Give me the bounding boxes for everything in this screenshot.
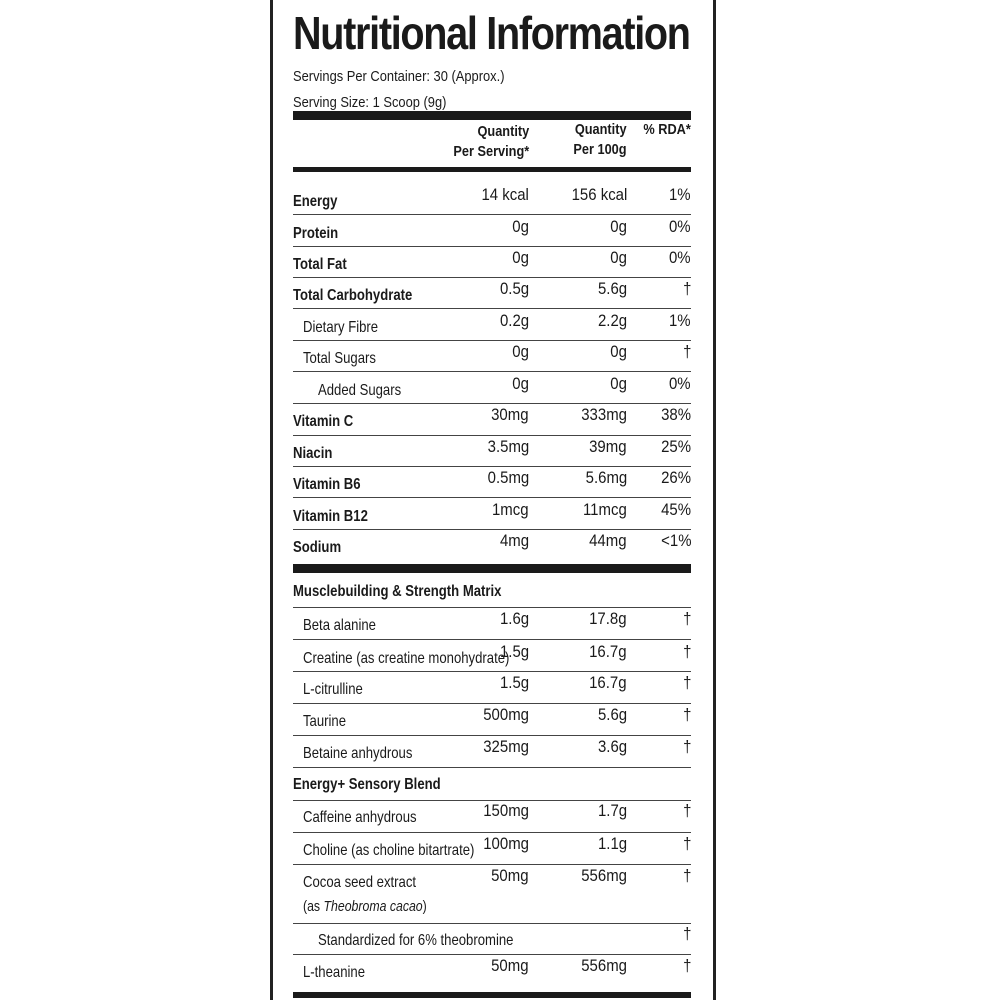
blend-section-title: Energy+ Sensory Blend <box>293 776 441 793</box>
nutrient-row-vitamin-c: Vitamin C 30mg 333mg 38% <box>293 405 691 430</box>
header-per-100g: Quantity Per 100g <box>573 121 627 158</box>
row-divider <box>293 767 691 768</box>
nutrient-row-total-fat: Total Fat 0g 0g 0% <box>293 248 691 273</box>
header-per-serving: Quantity Per Serving* <box>453 123 529 160</box>
nutrient-row-vitamin-b6: Vitamin B6 0.5mg 5.6mg 26% <box>293 468 691 493</box>
matrix-divider-bar <box>293 564 691 573</box>
matrix-row-betaine-anhydrous: Betaine anhydrous 325mg 3.6g † <box>303 737 691 762</box>
header-divider-bar <box>293 167 691 172</box>
matrix-row-creatine: Creatine (as creatine monohydrate) 1.5g 16.7g † <box>303 642 691 667</box>
nutrient-row-niacin: Niacin 3.5mg 39mg 25% <box>293 437 691 462</box>
blend-row-choline: Choline (as choline bitartrate) 100mg 1.1g † <box>303 834 691 859</box>
blend-row-l-theanine: L-theanine 50mg 556mg † <box>303 956 691 981</box>
nutrient-row-dietary-fibre: Dietary Fibre 0.2g 2.2g 1% <box>303 311 691 336</box>
blend-row-cocoa-seed-extract: Cocoa seed extract 50mg 556mg † <box>303 866 691 891</box>
nutrient-row-added-sugars: Added Sugars 0g 0g 0% <box>318 374 691 399</box>
top-divider-bar <box>293 111 691 120</box>
label-title: Nutritional Information <box>293 7 690 59</box>
matrix-row-taurine: Taurine 500mg 5.6g † <box>303 705 691 730</box>
serving-size: Serving Size: 1 Scoop (9g) <box>293 94 447 111</box>
nutrient-row-energy: Energy 14 kcal 156 kcal 1% <box>293 185 691 210</box>
blend-row-caffeine: Caffeine anhydrous 150mg 1.7g † <box>303 801 691 826</box>
nutrition-label-content <box>293 0 691 1000</box>
cocoa-source-note: (as Theobroma cacao) <box>303 898 427 915</box>
matrix-row-l-citrulline: L-citrulline 1.5g 16.7g † <box>303 673 691 698</box>
nutrient-row-total-sugars: Total Sugars 0g 0g † <box>303 342 691 367</box>
nutrition-label <box>270 0 716 1000</box>
bottom-divider-bar <box>293 992 691 998</box>
header-rda: % RDA* <box>643 121 691 138</box>
nutrient-row-total-carbohydrate: Total Carbohydrate 0.5g 5.6g † <box>293 279 691 304</box>
matrix-row-beta-alanine: Beta alanine 1.6g 17.8g † <box>303 609 691 634</box>
servings-per-container: Servings Per Container: 30 (Approx.) <box>293 68 505 85</box>
nutrient-row-vitamin-b12: Vitamin B12 1mcg 11mcg 45% <box>293 500 691 525</box>
nutrient-row-protein: Protein 0g 0g 0% <box>293 217 691 242</box>
matrix-section-title: Musclebuilding & Strength Matrix <box>293 583 502 600</box>
blend-row-standardized: Standardized for 6% theobromine † <box>318 924 691 949</box>
nutrient-row-sodium: Sodium 4mg 44mg <1% <box>293 531 691 556</box>
